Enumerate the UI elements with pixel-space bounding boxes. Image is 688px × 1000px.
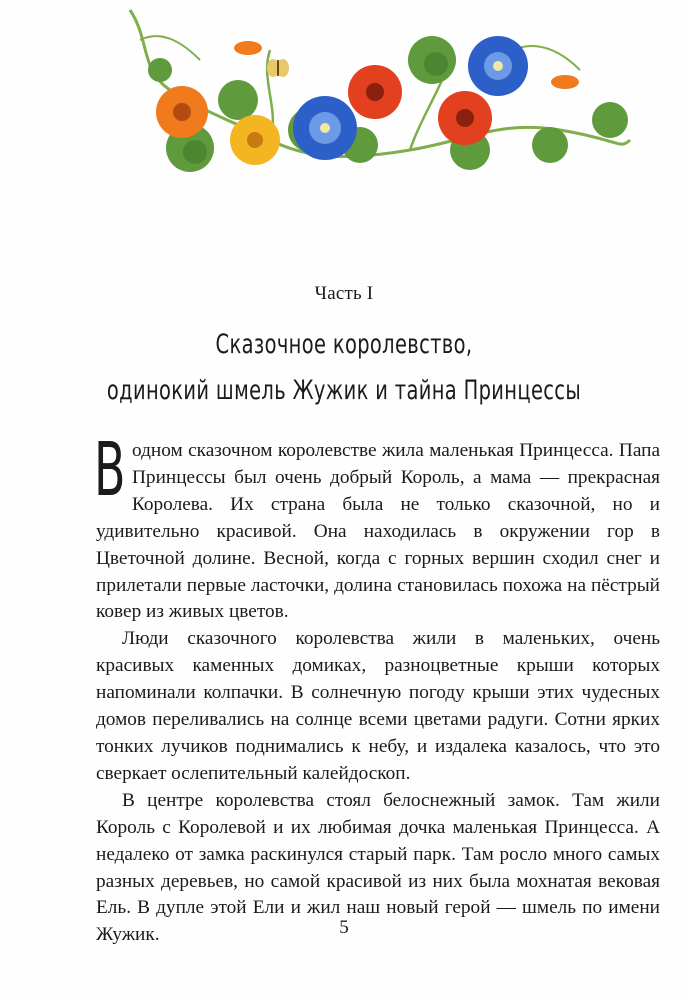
flower-garland-illustration <box>120 0 640 180</box>
drop-cap: В <box>94 427 126 513</box>
page-number: 5 <box>339 917 349 938</box>
body-text <box>94 427 660 949</box>
paragraph-1 <box>94 427 660 626</box>
paragraph-3: В центре королевства стоял белоснежный замок. Там жили Король с Королевой и их любимая дочка маленькая Принцесса. А недалеко от замка раскинулся старый парк. Там росло много самых разных деревьев, но самой красивой из них была мохнатая вековая Ель. В дупле этой Ели и жил наш новый герой — шмель по имени Жужик. <box>96 789 660 946</box>
chapter-title-line-2: одинокий шмель Жужик и тайна Принцессы <box>106 375 582 406</box>
paragraph-1-text: одном сказочном королевстве жила маленькая Принцесса. Папа Принцессы был очень добрый Король, а мама — прекрасная Королева. Их страна была не только сказочной, но и удивительно красивой. Она находилась в окружении гор в Цветочной долине. Весной, когда с горных вершин сходил снег и прилетали первые ласточки, долина становилась похожа на пёстрый ковер из живых цветов. <box>96 440 660 623</box>
chapter-title <box>96 322 591 414</box>
paragraph-2: Люди сказочного королевства жили в маленьких, очень красивых каменных домиках, разноцветные крыши которых напоминали колпачки. В солнечную погоду крыши этих чудесных домов переливались на солнце всеми цветами радуги. Сотни ярких тонких лучиков поднимались к небу, и издалека казалось, что это сверкает ослепительный калейдоскоп. <box>96 628 660 784</box>
chapter-title-line-1: Сказочное королевство, <box>215 329 473 360</box>
part-label: Часть I <box>314 283 374 304</box>
